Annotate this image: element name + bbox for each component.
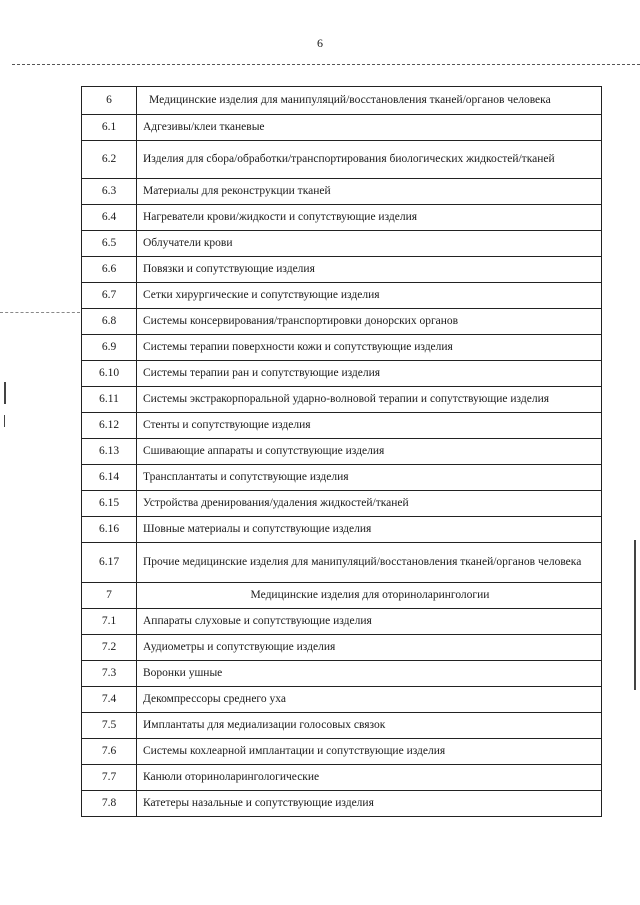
row-number: 6.2	[82, 141, 137, 179]
row-number: 7.8	[82, 791, 137, 817]
row-description: Материалы для реконструкции тканей	[137, 179, 602, 205]
top-divider	[12, 64, 640, 65]
row-number: 7.5	[82, 713, 137, 739]
row-description: Шовные материалы и сопутствующие изделия	[137, 517, 602, 543]
table-body	[82, 87, 602, 817]
table-row	[82, 517, 602, 543]
table-row	[82, 609, 602, 635]
table-row	[82, 283, 602, 309]
page-number: 6	[317, 36, 323, 50]
row-description: Повязки и сопутствующие изделия	[137, 257, 602, 283]
row-number: 6.6	[82, 257, 137, 283]
row-number: 6.4	[82, 205, 137, 231]
row-description: Декомпрессоры среднего уха	[137, 687, 602, 713]
row-description: Нагреватели крови/жидкости и сопутствующие изделия	[137, 205, 602, 231]
row-number: 6.15	[82, 491, 137, 517]
row-number: 6.7	[82, 283, 137, 309]
row-number: 7.2	[82, 635, 137, 661]
scan-artifact-mark	[4, 415, 5, 427]
row-description: Сетки хирургические и сопутствующие изделия	[137, 283, 602, 309]
row-description: Имплантаты для медиализации голосовых связок	[137, 713, 602, 739]
table-row	[82, 739, 602, 765]
row-description: Системы терапии поверхности кожи и сопутствующие изделия	[137, 335, 602, 361]
row-description: Медицинские изделия для оториноларингологии	[137, 583, 602, 609]
device-category-table	[81, 86, 602, 817]
row-description: Системы терапии ран и сопутствующие изделия	[137, 361, 602, 387]
table-row	[82, 661, 602, 687]
row-number: 6.16	[82, 517, 137, 543]
table-row	[82, 141, 602, 179]
row-description: Воронки ушные	[137, 661, 602, 687]
row-number: 6.11	[82, 387, 137, 413]
table-row	[82, 465, 602, 491]
table-row	[82, 635, 602, 661]
row-description: Системы консервирования/транспортировки донорских органов	[137, 309, 602, 335]
row-number: 7.4	[82, 687, 137, 713]
table-row	[82, 413, 602, 439]
table-row	[82, 361, 602, 387]
row-number: 6.1	[82, 115, 137, 141]
row-description: Устройства дренирования/удаления жидкостей/тканей	[137, 491, 602, 517]
row-description: Трансплантаты и сопутствующие изделия	[137, 465, 602, 491]
row-description: Аудиометры и сопутствующие изделия	[137, 635, 602, 661]
row-number: 6.17	[82, 543, 137, 583]
table-row	[82, 491, 602, 517]
row-number: 6.14	[82, 465, 137, 491]
row-number: 6.10	[82, 361, 137, 387]
table-row	[82, 205, 602, 231]
table-row	[82, 439, 602, 465]
row-number: 6.3	[82, 179, 137, 205]
table-row	[82, 387, 602, 413]
row-description: Системы экстракорпоральной ударно-волновой терапии и сопутствующие изделия	[137, 387, 602, 413]
table-section-row	[82, 87, 602, 115]
row-number: 7.3	[82, 661, 137, 687]
row-description: Прочие медицинские изделия для манипуляций/восстановления тканей/органов человека	[137, 543, 602, 583]
row-number: 7.1	[82, 609, 137, 635]
scan-artifact-line	[0, 312, 80, 313]
row-number: 6.5	[82, 231, 137, 257]
table-row	[82, 309, 602, 335]
row-description: Сшивающие аппараты и сопутствующие изделия	[137, 439, 602, 465]
table-row	[82, 335, 602, 361]
table-row	[82, 791, 602, 817]
row-description: Изделия для сбора/обработки/транспортирования биологических жидкостей/тканей	[137, 141, 602, 179]
row-number: 7.7	[82, 765, 137, 791]
table-row	[82, 713, 602, 739]
table-section-row	[82, 583, 602, 609]
table-row	[82, 231, 602, 257]
scan-artifact-mark	[4, 382, 6, 404]
table-row	[82, 179, 602, 205]
row-description: Системы кохлеарной имплантации и сопутствующие изделия	[137, 739, 602, 765]
table-row	[82, 687, 602, 713]
row-description: Адгезивы/клеи тканевые	[137, 115, 602, 141]
row-number: 7.6	[82, 739, 137, 765]
row-number: 6.12	[82, 413, 137, 439]
table-row	[82, 115, 602, 141]
row-description: Аппараты слуховые и сопутствующие изделия	[137, 609, 602, 635]
row-description: Катетеры назальные и сопутствующие изделия	[137, 791, 602, 817]
table-row	[82, 765, 602, 791]
row-number: 6	[82, 87, 137, 115]
row-number: 6.13	[82, 439, 137, 465]
row-number: 7	[82, 583, 137, 609]
row-description: Облучатели крови	[137, 231, 602, 257]
row-description: Стенты и сопутствующие изделия	[137, 413, 602, 439]
row-number: 6.8	[82, 309, 137, 335]
table-row	[82, 543, 602, 583]
row-description: Канюли оториноларингологические	[137, 765, 602, 791]
row-number: 6.9	[82, 335, 137, 361]
row-description: Медицинские изделия для манипуляций/восстановления тканей/органов человека	[137, 87, 602, 115]
table-row	[82, 257, 602, 283]
scan-artifact-mark	[634, 540, 636, 690]
